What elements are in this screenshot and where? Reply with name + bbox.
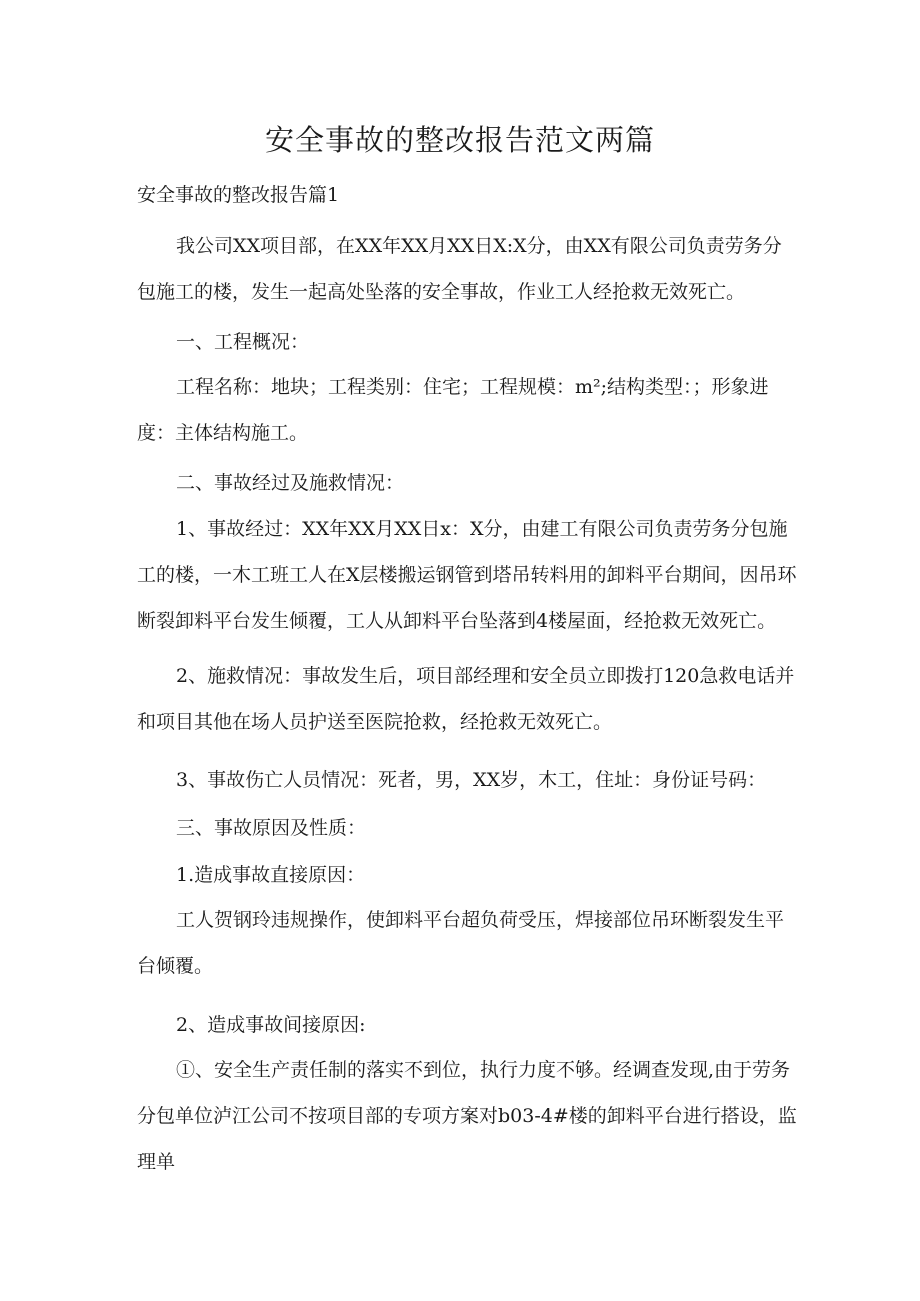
paragraph-casualties: 3、事故伤亡人员情况：死者，男，XX岁，木工，住址：身份证号码： [176,769,767,791]
paragraph-project-overview: 工程名称：地块；工程类别：住宅；工程规模：m²;结构类型：；形象进度：主体结构施工。 [137,376,769,444]
subheading-indirect-cause: 2、造成事故间接原因: [176,1014,366,1036]
paragraph-rescue: 2、施救情况：事故发生后，项目部经理和安全员立即拨打120急救电话并和项目其他在场人员护送至医院抢救，经抢救无效死亡。 [137,665,795,733]
document-title: 安全事故的整改报告范文两篇 [264,123,655,157]
paragraph-accident-process: 1、事故经过：XX年XX月XX日x：X分，由建工有限公司负责劳务分包施工的楼，一木工班工人在X层楼搬运钢管到塔吊转料用的卸料平台期间，因吊环断裂卸料平台发生倾覆，工人从卸料平台坠落到4楼屋面，经抢救无效死亡。 [137,518,797,632]
section-heading-3: 三、事故原因及性质： [176,817,367,839]
paragraph-indirect-cause: ①、安全生产责任制的落实不到位，执行力度不够。经调查发现,由于劳务分包单位泸江公司不按项目部的专项方案对b03-4#楼的卸料平台进行搭设，监理单 [137,1059,797,1173]
section-heading-2: 二、事故经过及施救情况： [176,472,405,494]
subheading-direct-cause: 1.造成事故直接原因： [176,864,366,886]
document-subtitle: 安全事故的整改报告篇1 [137,184,340,206]
paragraph-direct-cause: 工人贺钢玲违规操作，使卸料平台超负荷受压，焊接部位吊环断裂发生平台倾覆。 [137,909,785,977]
section-heading-1: 一、工程概况： [176,331,310,353]
paragraph-intro: 我公司XX项目部，在XX年XX月XX日X:X分，由XX有限公司负责劳务分包施工的楼，发生一起高处坠落的安全事故，作业工人经抢救无效死亡。 [137,235,782,303]
